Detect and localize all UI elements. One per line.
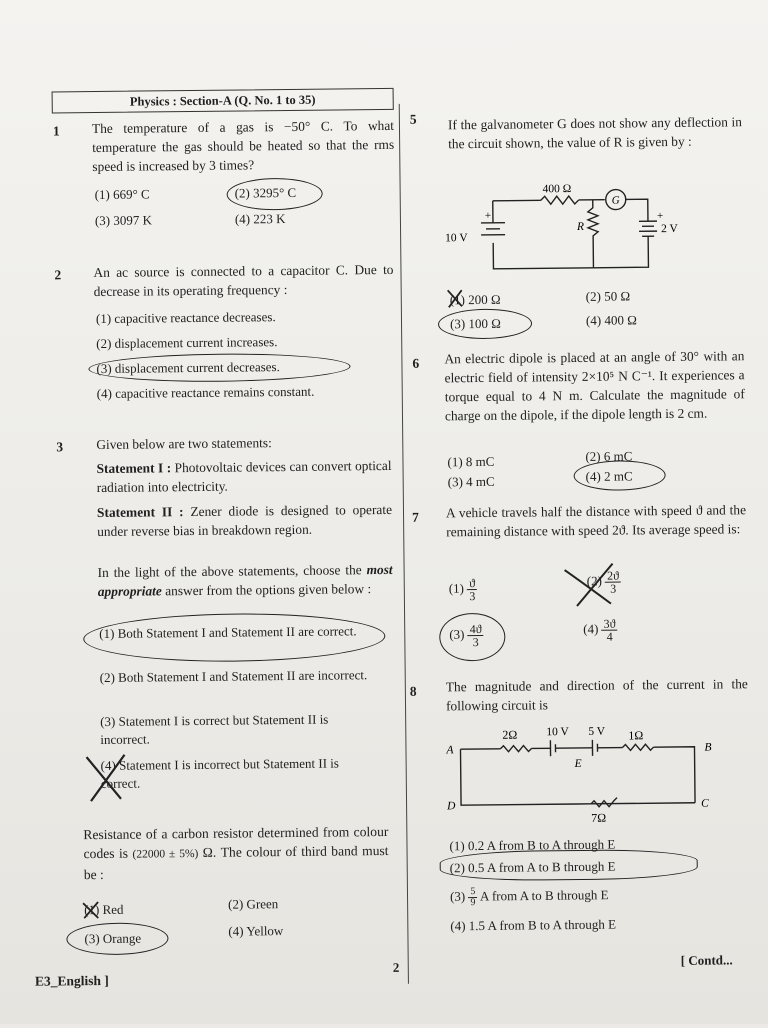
question-number-3: 3 [56,439,64,455]
q7-option-1-den: 3 [469,589,476,604]
q8-option-4[interactable]: (4) 1.5 A from B to A through E [450,916,617,934]
question-number-7: 7 [411,509,419,525]
cross-mark [561,562,617,609]
column-divider [399,104,409,984]
q6-option-3[interactable]: (3) 4 mC [447,473,495,490]
q7-option-2-num: 2ϑ [607,568,620,583]
circuit-label-2ohm: 2Ω [502,727,518,742]
circuit-label-b: B [704,741,712,754]
circuit-label-d: D [447,800,456,813]
ask-emphasis: most appropriate [97,561,393,600]
q8-option-2[interactable]: (2) 0.5 A from A to B through E [449,858,616,876]
circuit-label-e: E [574,757,582,771]
q4-option-1[interactable]: (1) Red [84,901,124,918]
q7-option-1-num: ϑ [469,576,476,591]
statement-1 [96,456,391,497]
circuit-label-g: G [611,194,620,207]
statement-1-text: Photovoltaic devices can convert optical radiation into electricity. [96,457,392,496]
q1-option-1[interactable]: (1) 669° C [94,186,150,203]
circuit-label-1ohm: 1Ω [628,728,644,743]
answer-mark-circle [439,613,505,662]
ask-text-b: answer from the options given below : [165,581,372,599]
q2-option-3[interactable]: (3) displacement current decreases. [96,359,280,377]
question-3-intro: Given below are two statements: [96,435,272,453]
q7-option-4[interactable] [583,618,618,643]
question-number-6: 6 [412,355,420,371]
footer-code: E3_English ] [34,972,109,989]
q2-option-4[interactable]: (4) capacitive reactance remains constant. [96,383,315,402]
circuit-label-10v: 10 V [546,726,569,739]
cross-mark [444,287,466,309]
q6-option-2[interactable]: (2) 6 mC [585,448,633,464]
q6-option-4[interactable]: (4) 2 mC [585,468,633,484]
circuit-label-10v: 10 V [445,232,468,245]
question-4-text [83,822,389,884]
question-number-1: 1 [52,123,60,139]
q7-option-3-den: 3 [472,635,479,650]
q7-option-4-num: 3ϑ [603,616,616,631]
ask-text-a: In the light of the above statements, choose the [97,562,362,581]
q8-option-3-den: 9 [470,897,476,909]
statement-2-label: Statement II : [96,504,184,521]
q7-option-1-label: (1) [448,580,465,596]
q5-option-4[interactable]: (4) 400 Ω [585,312,637,328]
section-header: Physics : Section-A (Q. No. 1 to 35) [52,88,394,114]
q7-option-4-den: 4 [606,629,613,644]
q3-option-2[interactable]: (2) Both Statement I and Statement II are incorrect. [99,667,368,685]
question-7-text: A vehicle travels half the distance with speed ϑ and the remaining distance with speed 2ϑ. Its average speed is: [445,502,747,540]
q8-option-3-num: 5 [468,887,477,898]
answer-mark-circle [438,308,532,339]
circuit-label-c: C [701,797,709,810]
q8-option-3[interactable] [450,886,609,909]
question-3-ask [98,560,393,601]
circuit-label-a: A [446,744,454,757]
statement-2-text: Zener diode is designed to operate under reverse bias in breakdown region. [97,501,393,540]
question-number-8: 8 [409,683,417,699]
answer-mark-circle [88,352,350,383]
continued-label: [ Contd... [680,952,733,968]
q2-option-2[interactable]: (2) displacement current increases. [96,334,278,352]
svg-text:+: + [656,210,664,223]
question-number-2: 2 [54,267,62,283]
answer-mark-circle [227,178,323,211]
q4-option-2[interactable]: (2) Green [228,896,279,912]
circuit-label-7ohm: 7Ω [591,810,607,825]
cross-mark [80,751,131,804]
q1-option-3[interactable]: (3) 3097 K [94,212,153,229]
question-6-text: An electric dipole is placed at an angle of 30° with an electric field of intensity 2×10⁵ N C⁻¹. It experiences a torque equal to 4 N m. Calculate the magnitude of charge on the dipole, if the dipole length is 2 cm. [444,348,745,424]
q7-option-1[interactable] [449,577,478,602]
q1-option-2[interactable]: (2) 3295° C [234,184,297,201]
answer-mark-circle [440,849,698,882]
cross-mark [80,899,102,921]
q7-option-2-den: 3 [610,581,617,596]
question-8-text: The magnitude and direction of the current in the following circuit is [445,676,748,714]
q1-option-4[interactable]: (4) 223 K [234,211,286,227]
q8-option-3-label: (3) [449,888,466,904]
q5-option-2[interactable]: (2) 50 Ω [585,288,631,304]
q7-option-4-label: (4) [583,621,599,637]
question-5-text: If the galvanometer G does not show any deflection in the circuit shown, the value of R is given by : [447,114,743,152]
answer-mark-circle [66,922,168,955]
q7-option-3-label: (3) [449,626,465,642]
q3-option-1[interactable]: (1) Both Statement I and Statement II are correct. [99,623,357,641]
question-number-5: 5 [409,111,417,127]
statement-1-label: Statement I : [96,460,172,477]
question-1-text: The temperature of a gas is −50° C. To what temperature the gas should be heated so that the rms speed is increased by 3 times? [91,117,395,175]
question-2-text: An ac source is connected to a capacitor C. Due to decrease in its operating frequency : [93,261,394,300]
q4-text-a: Resistance of a carbon resistor determined from colour codes is [83,823,389,862]
circuit-label-r: R [576,220,585,233]
answer-mark-circle [83,612,385,663]
answer-mark-circle [573,460,665,491]
q5-option-3[interactable]: (3) 100 Ω [449,315,501,332]
svg-text:+: + [484,209,492,222]
current-circuit [442,720,721,827]
page-number: 2 [392,959,400,975]
q8-option-3-text: A from A to B through E [479,887,609,904]
q7-option-3-num: 4ϑ [469,621,482,637]
circuit-label-2v: 2 V [660,222,678,236]
q5-option-1[interactable]: (1) 200 Ω [449,291,501,308]
q8-option-1[interactable]: (1) 0.2 A from B to A through E [449,836,616,854]
q6-option-1[interactable]: (1) 8 mC [447,453,495,470]
q4-option-3[interactable]: (3) Orange [84,930,142,947]
q7-option-2-label: (2) [586,573,602,589]
q3-option-3[interactable]: (3) Statement I is correct but Statement II is incorrect. [100,711,329,747]
circuit-label-5v: 5 V [588,725,606,738]
q4-option-4[interactable]: (4) Yellow [228,923,284,939]
q3-option-4[interactable]: (4) Statement I is incorrect but Statement II is correct. [100,755,339,791]
circuit-label-400: 400 Ω [542,183,572,196]
q4-value: (22000 ± 5%) [132,847,199,861]
galvanometer-circuit [443,177,714,280]
statement-2 [97,500,392,541]
q4-text-b: Ω. The colour of third band must be : [83,842,389,883]
q2-option-1[interactable]: (1) capacitive reactance decreases. [95,309,276,327]
